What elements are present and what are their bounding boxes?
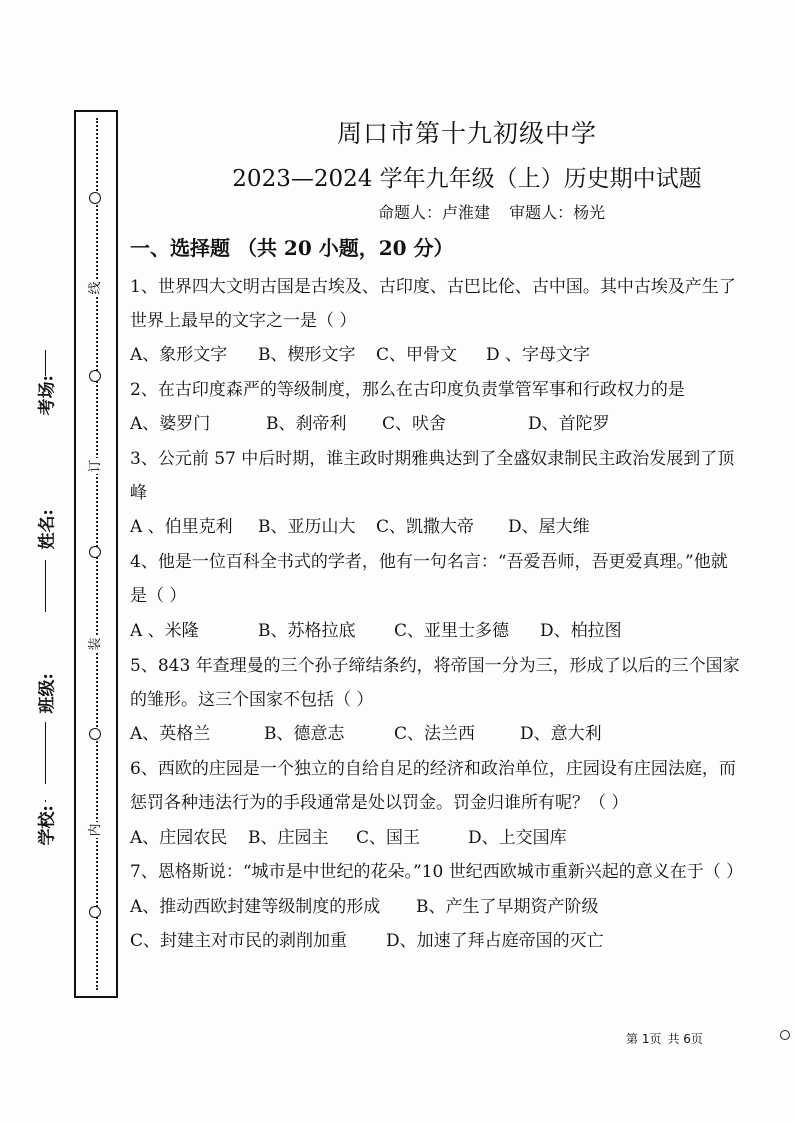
option-d: D、柏拉图 (540, 621, 622, 641)
option-a: A 、米隆 (130, 621, 199, 641)
option-d: D 、字母文字 (486, 345, 591, 365)
option-c: C、法兰西 (394, 724, 476, 744)
option-d: D、屋大维 (508, 517, 590, 537)
page-total: 共 6页 (667, 1032, 703, 1046)
question-reviewer: 审题人：杨光 (509, 203, 606, 222)
binding-circle-icon (89, 728, 101, 740)
option-c: C、亚里士多德 (394, 621, 510, 641)
school-line (45, 800, 46, 802)
corner-circle-icon (780, 1030, 790, 1040)
binding-circle-icon (89, 192, 101, 204)
class-field[interactable] (26, 650, 66, 800)
question-3-options (130, 516, 590, 538)
school-label: 学校: (37, 805, 58, 846)
option-a: A、庄园农民 (130, 828, 228, 848)
page-number: 第 1页 (626, 1032, 662, 1046)
option-d: D、加速了拜占庭帝国的灭亡 (386, 931, 604, 951)
class-label: 班级: (37, 673, 58, 714)
option-a: A、推动西欧封建等级制度的形成 (130, 897, 381, 917)
question-5-line-1: 5、843 年查理曼的三个孙子缔结条约，将帝国一分为三，形成了以后的三个国家 (130, 656, 740, 676)
binding-circle-icon (89, 546, 101, 558)
question-1-options (130, 344, 590, 366)
binding-char-xian: 线 (88, 281, 103, 295)
option-c: C、甲骨文 (376, 345, 458, 365)
binding-char-nei: 内 (88, 823, 103, 837)
option-b: B、德意志 (264, 724, 345, 744)
option-b: B、庄园主 (248, 828, 329, 848)
binding-circle-icon (89, 370, 101, 382)
question-7-line-1: 7、恩格斯说：“城市是中世纪的花朵。”10 世纪西欧城市重新兴起的意义在于（ ） (130, 862, 744, 882)
question-1-line-2: 世界上最早的文字之一是（ ） (130, 311, 357, 331)
page-footer (626, 1030, 709, 1047)
option-c: C、凯撒大帝 (376, 517, 475, 537)
option-c: C、吠舍 (382, 414, 447, 434)
question-6-line-1: 6、西欧的庄园是一个独立的自给自足的经济和政治单位，庄园设有庄园法庭，而 (130, 759, 736, 779)
binding-circle-icon (89, 906, 101, 918)
option-b: B、苏格拉底 (258, 621, 356, 641)
option-a: A、象形文字 (130, 345, 228, 365)
option-d: D、首陀罗 (528, 414, 610, 434)
exam-room-field[interactable] (26, 330, 66, 480)
binding-char-ding: 订 (88, 459, 103, 473)
question-setter: 命题人：卢淮建 (378, 203, 491, 222)
option-a: A 、伯里克利 (130, 517, 233, 537)
option-a: A、英格兰 (130, 724, 211, 744)
option-d: D、意大利 (520, 724, 602, 744)
option-d: D、上交国库 (468, 828, 567, 848)
option-c: C、国王 (356, 828, 421, 848)
option-b: B、亚历山大 (258, 517, 356, 537)
student-name-line (45, 560, 46, 612)
question-1-line-1: 1、世界四大文明古国是古埃及、古印度、古巴比伦、古中国。其中古埃及产生了 (130, 277, 736, 297)
option-b: B、产生了早期资产阶级 (416, 897, 599, 917)
question-5-line-2: 的雏形。这三个国家不包括（ ） (130, 690, 374, 710)
school-field[interactable] (26, 780, 66, 930)
section-title: 一、选择题 （共 20 小题，20 分） (130, 236, 454, 260)
exam-room-line (45, 350, 46, 376)
question-7-options-row-2 (130, 930, 604, 952)
question-4-line-2: 是（ ） (130, 586, 187, 606)
binding-char-zhuang: 装 (88, 637, 103, 651)
question-6-line-2: 惩罚各种违法行为的手段通常是处以罚金。罚金归谁所有呢？（ ） (130, 793, 629, 813)
option-a: A、婆罗门 (130, 414, 211, 434)
question-4-options (130, 620, 622, 642)
exam-title: 2023—2024 学年九年级（上）历史期中试题 (232, 166, 702, 192)
question-2-line-1: 2、在古印度森严的等级制度，那么在古印度负责掌管军事和行政权力的是 (130, 380, 685, 400)
question-2-options (130, 413, 610, 435)
question-5-options (130, 723, 602, 745)
student-name-field[interactable] (26, 490, 66, 640)
option-b: B、楔形文字 (258, 345, 356, 365)
question-7-options-row-1 (130, 896, 599, 918)
exam-authors (378, 200, 619, 223)
exam-room-label: 考场: (37, 375, 58, 416)
question-3-line-2: 峰 (130, 483, 147, 503)
question-4-line-1: 4、他是一位百科全书式的学者，他有一句名言：“吾爱吾师，吾更爱真理。”他就 (130, 552, 728, 572)
option-c: C、封建主对市民的剥削加重 (130, 931, 348, 951)
student-name-label: 姓名: (37, 509, 58, 550)
question-6-options (130, 827, 567, 849)
option-b: B、刹帝利 (266, 414, 347, 434)
school-title: 周口市第十九初级中学 (336, 119, 597, 148)
class-line (45, 722, 46, 784)
question-3-line-1: 3、公元前 57 中后时期，谁主政时期雅典达到了全盛奴隶制民主政治发展到了顶 (130, 449, 735, 469)
